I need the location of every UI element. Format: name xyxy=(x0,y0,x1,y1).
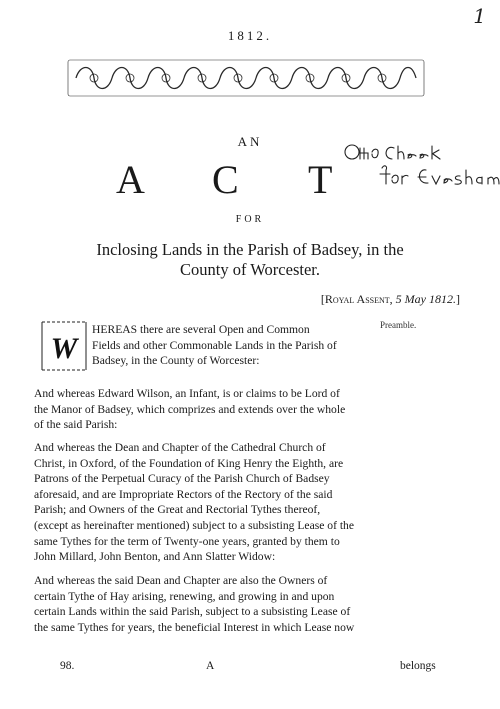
text-line: Fields and other Commonable Lands in the Parish of xyxy=(92,338,337,352)
paragraph-lord-of-manor xyxy=(34,386,454,433)
handwritten-signature xyxy=(342,140,500,192)
text-line: certain Lands within the said Parish, subject to a subsisting Lease of xyxy=(34,605,351,619)
page-number: 98. xyxy=(60,660,75,672)
text-line: And whereas Edward Wilson, an Infant, is or claims to be Lord of xyxy=(34,387,340,400)
text-line: Patrons of the Perpetual Curacy of the Parish Church of Badsey xyxy=(34,472,330,486)
text-line: John Millard, John Benton, and Ann Slatter Widow: xyxy=(34,550,276,564)
text-line: Badsey, in the County of Worcester: xyxy=(92,354,260,368)
assent-suffix: ] xyxy=(456,292,460,306)
margin-note-preamble: Preamble. xyxy=(380,320,417,330)
act-letter-t: T xyxy=(308,157,333,202)
year-heading: 1812. xyxy=(227,28,273,43)
title-line-2: County of Worcester. xyxy=(180,260,320,279)
text-line: certain Tythe of Hay arising, renewing, and growing in and upon xyxy=(34,589,335,603)
catchword: belongs xyxy=(400,660,436,672)
text-line: Parish; and Owners of the Great and Rectorial Tythes thereof, xyxy=(34,503,321,517)
text-line: the same Tythes for years, the beneficial Interest in which Lease now xyxy=(34,620,355,634)
assent-prefix: [Royal Assent, xyxy=(320,292,393,306)
text-line: of the said Parish: xyxy=(34,418,118,432)
title-line-1: Inclosing Lands in the Parish of Badsey, in the xyxy=(96,240,404,259)
decorative-ornament-band xyxy=(66,56,426,100)
text-line: Christ, in Oxford, of the Foundation of King Henry the Eighth, are xyxy=(34,456,344,470)
paragraph-dean-and-chapter xyxy=(34,440,454,565)
page-corner-number: 1 xyxy=(473,4,486,28)
paragraph-tythe-of-hay xyxy=(34,573,454,635)
heading-for: FOR xyxy=(235,214,265,225)
royal-assent xyxy=(321,292,460,307)
text-line: And whereas the said Dean and Chapter are also the Owners of xyxy=(34,574,328,587)
text-line: aforesaid, and are Impropriate Rectors of the Rectory of the said xyxy=(34,487,333,501)
paragraph-preamble xyxy=(92,322,412,369)
decorated-initial xyxy=(40,320,88,372)
signature-mark: A xyxy=(206,660,215,672)
assent-date: 5 May 1812. xyxy=(395,292,456,306)
initial-letter: W xyxy=(50,332,78,365)
act-letter-c: C xyxy=(212,157,239,202)
text-line: the Manor of Badsey, which comprizes and extends over the whole xyxy=(34,402,346,416)
text-line: (except as hereinafter mentioned) subject to a subsisting Lease of the xyxy=(34,518,354,532)
act-letter-a: A xyxy=(116,157,145,202)
text-line: And whereas the Dean and Chapter of the Cathedral Church of xyxy=(34,441,326,454)
text-line: HEREAS there are several Open and Common xyxy=(92,323,310,336)
text-line: same Tythes for the term of Twenty-one years, granted by them to xyxy=(34,534,340,548)
heading-an: AN xyxy=(237,134,263,149)
